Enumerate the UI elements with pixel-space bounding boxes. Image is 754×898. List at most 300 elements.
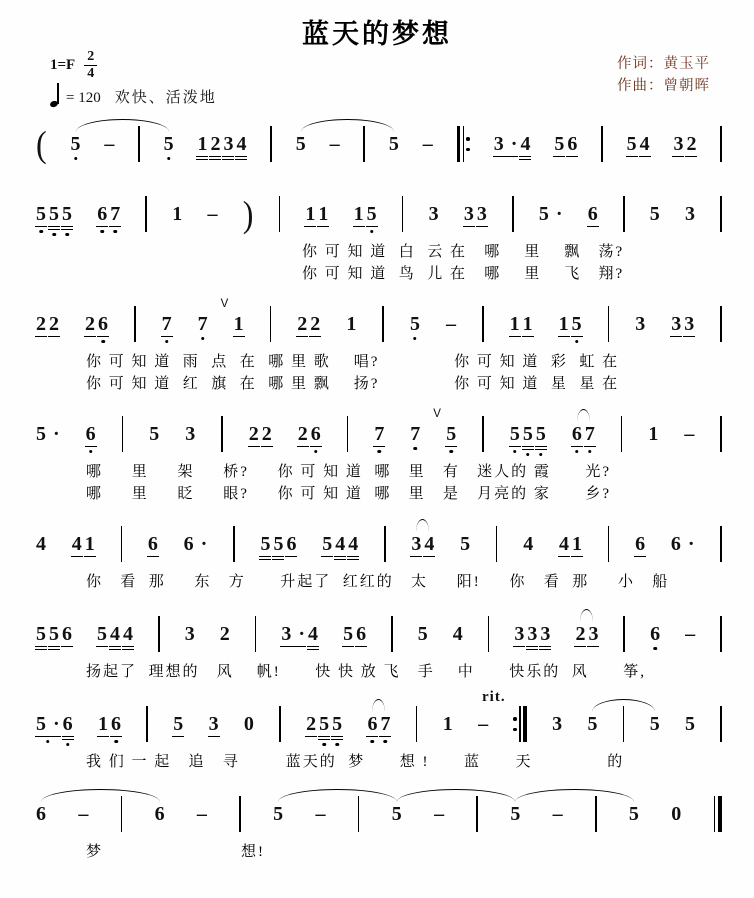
slur-arc xyxy=(416,519,429,533)
slur-arc xyxy=(580,609,593,623)
note: 6 xyxy=(98,314,108,334)
note-group xyxy=(149,424,159,444)
note-group xyxy=(650,204,660,224)
note: 7 xyxy=(198,314,208,334)
barline xyxy=(720,526,722,562)
note: 5 xyxy=(332,714,342,734)
note: 6 xyxy=(154,803,165,825)
music-system xyxy=(30,513,728,601)
note: 0 xyxy=(243,713,254,735)
augmentation-dot: · xyxy=(53,713,60,735)
note: 6 · xyxy=(183,533,208,555)
barline xyxy=(720,126,722,162)
note-group xyxy=(587,714,597,734)
note-group xyxy=(36,314,59,334)
note-group xyxy=(510,314,533,334)
note-group xyxy=(36,804,46,824)
note-group xyxy=(98,714,121,734)
note: 7 xyxy=(162,314,172,334)
barline xyxy=(255,616,257,652)
music-system xyxy=(30,113,728,179)
note: 5 xyxy=(649,713,660,735)
composer-credit: 作曲：曾朝晖 xyxy=(617,78,710,95)
note: 6 xyxy=(111,714,121,734)
barline xyxy=(347,416,349,452)
note-group xyxy=(36,204,72,224)
slur-arc xyxy=(577,409,590,423)
note: 4 xyxy=(559,533,569,555)
note-group xyxy=(650,624,660,644)
repeat-end-barline xyxy=(513,706,526,742)
note: – xyxy=(552,803,563,825)
barline xyxy=(402,196,404,232)
note: 3 xyxy=(411,533,422,555)
note-group xyxy=(510,424,546,444)
notes-line xyxy=(34,408,724,452)
note: 3 xyxy=(476,203,487,225)
lyric-line: 梦 想! xyxy=(86,844,265,860)
note: 4 xyxy=(110,624,120,644)
note-group xyxy=(322,534,358,554)
note: 5 · xyxy=(538,203,563,225)
note-group xyxy=(685,624,695,644)
lyric-line: 你 可 知 道 红 旗 在 哪 里 飘 扬? 你 可 知 道 星 星 在 xyxy=(86,376,620,392)
barline xyxy=(720,416,722,452)
note: 3 xyxy=(552,713,563,735)
augmentation-dot: · xyxy=(298,623,306,645)
note: 6 xyxy=(650,624,660,644)
note-group xyxy=(671,314,694,334)
note: 2 xyxy=(49,313,59,335)
note: 3 xyxy=(527,624,537,644)
note: 2 xyxy=(306,713,317,735)
note-group xyxy=(464,204,487,224)
slur-arc xyxy=(41,789,160,803)
meta-row xyxy=(0,49,754,111)
barline xyxy=(382,306,384,342)
note: 5 · xyxy=(36,714,60,734)
note-group xyxy=(429,204,439,224)
note-group xyxy=(184,534,208,554)
note-group xyxy=(36,624,72,644)
note: 2 xyxy=(248,423,259,445)
note: 6 · xyxy=(670,533,695,555)
barline xyxy=(270,126,272,162)
note: 5 xyxy=(273,803,284,825)
barline xyxy=(608,306,610,342)
note: 4 xyxy=(639,133,650,155)
lyric-line: 你 可 知 道 白 云 在 哪 里 飘 荡? xyxy=(302,244,625,260)
note-group xyxy=(173,714,183,734)
note-group xyxy=(330,134,340,154)
note: 7 xyxy=(110,204,120,224)
note-group xyxy=(172,204,182,224)
note-group xyxy=(305,204,328,224)
note-group xyxy=(478,714,488,734)
note-group xyxy=(97,624,133,644)
note-group xyxy=(36,534,46,554)
barline xyxy=(482,416,484,452)
repeat-begin-barline xyxy=(457,126,470,162)
note: – xyxy=(685,623,696,645)
barline xyxy=(233,526,235,562)
note: – xyxy=(422,133,433,155)
music-system xyxy=(30,183,728,293)
barline xyxy=(623,196,625,232)
note-group xyxy=(418,624,428,644)
note: 7 xyxy=(380,714,390,734)
lyric-line: 你 可 知 道 雨 点 在 哪 里 歌 唱? 你 可 知 道 彩 虹 在 xyxy=(86,354,620,370)
note: 0 xyxy=(671,803,682,825)
note: 6 xyxy=(36,803,46,825)
note-group xyxy=(104,134,114,154)
note: 5 xyxy=(554,133,565,155)
note: 6 xyxy=(286,533,297,555)
barline xyxy=(146,706,148,742)
rit-annotation: rit. xyxy=(482,689,506,705)
note: 5 xyxy=(97,623,108,645)
note: 3 · xyxy=(281,623,306,645)
note: 1 xyxy=(98,713,108,735)
note: 2 xyxy=(686,133,697,155)
note-group xyxy=(460,534,470,554)
final-barline xyxy=(714,796,722,832)
note-group xyxy=(650,714,660,734)
tempo-value: = 120 xyxy=(66,90,101,106)
note-group xyxy=(298,424,321,444)
note: – xyxy=(207,203,218,225)
notes-line xyxy=(34,616,724,652)
note: 5 xyxy=(367,204,377,224)
note: 5 xyxy=(587,713,598,735)
note: 4 xyxy=(308,624,318,644)
music-system xyxy=(30,293,728,403)
note-group xyxy=(220,298,244,335)
note: 1 xyxy=(509,313,520,335)
note: 5 xyxy=(460,533,471,555)
note-group xyxy=(671,804,681,824)
note: 2 xyxy=(85,313,96,335)
note: 6 xyxy=(635,533,646,555)
note-group xyxy=(281,624,318,644)
note: 1 xyxy=(172,203,183,225)
note: – xyxy=(445,313,456,335)
note: 5 xyxy=(626,133,637,155)
note: 7 xyxy=(410,424,420,444)
note: 2 xyxy=(310,313,321,335)
note: 5 xyxy=(391,803,402,825)
note: 5 xyxy=(36,204,46,224)
note: 2 xyxy=(575,623,586,645)
barline xyxy=(279,706,281,742)
slur-arc xyxy=(592,699,654,713)
note: 3 xyxy=(671,313,682,335)
note-group xyxy=(673,134,696,154)
note-group xyxy=(209,714,219,734)
note-group xyxy=(86,424,96,444)
breath-mark-icon: V xyxy=(220,298,229,310)
barline xyxy=(270,306,272,342)
note-group xyxy=(575,624,598,644)
barline xyxy=(623,616,625,652)
note-group xyxy=(367,714,390,734)
note-group xyxy=(627,134,650,154)
note-group xyxy=(36,424,60,444)
note: 5 xyxy=(260,534,270,554)
note-group xyxy=(220,624,230,644)
key-signature: 1=F xyxy=(50,56,76,73)
barline xyxy=(416,706,418,742)
note: 3 xyxy=(428,203,439,225)
note-group xyxy=(354,204,377,224)
note-group xyxy=(685,714,695,734)
notes-line xyxy=(34,526,724,562)
note: 5 xyxy=(71,134,81,154)
lyric-line: 你 看 那 东 方 升起了 红红的 太 阳! 你 看 那 小 船 xyxy=(86,574,670,590)
note: 1 xyxy=(318,203,329,225)
note-group xyxy=(296,134,306,154)
note-group xyxy=(554,134,577,154)
note-group xyxy=(410,314,420,334)
note: 2 xyxy=(261,423,272,445)
note: 5 xyxy=(572,314,582,334)
note-group xyxy=(155,804,165,824)
intro-paren: ) xyxy=(242,193,254,235)
note-group xyxy=(559,314,582,334)
score xyxy=(0,111,754,871)
time-denominator: 4 xyxy=(87,65,95,81)
barline xyxy=(608,526,610,562)
music-system xyxy=(30,603,728,691)
note-group xyxy=(197,804,207,824)
note: 3 xyxy=(588,623,599,645)
note: 5 xyxy=(685,713,696,735)
note-group xyxy=(553,804,563,824)
note: 3 xyxy=(463,203,474,225)
song-title: 蓝天的梦想 xyxy=(302,19,452,49)
lyric-line: 哪 里 架 桥? 你 可 知 道 哪 里 有 迷人的 霞 光? xyxy=(86,464,612,480)
barline xyxy=(621,416,623,452)
barline xyxy=(239,796,241,832)
note: 1 xyxy=(572,533,582,555)
note: 5 xyxy=(388,133,399,155)
note: 4 xyxy=(36,533,46,555)
note: 6 xyxy=(367,714,377,734)
time-numerator: 2 xyxy=(84,49,97,65)
note: – xyxy=(478,713,489,735)
note: 5 xyxy=(319,714,329,734)
note: 7 xyxy=(374,424,384,444)
barline xyxy=(512,196,514,232)
barline xyxy=(601,126,603,162)
note: – xyxy=(329,133,340,155)
note: 2 xyxy=(297,423,308,445)
augmentation-dot: · xyxy=(555,203,563,225)
barline xyxy=(391,616,393,652)
note: 5 xyxy=(628,803,639,825)
note-group xyxy=(635,314,645,334)
note: 5 xyxy=(322,533,333,555)
note-group xyxy=(72,534,95,554)
barline xyxy=(720,306,722,342)
note-group xyxy=(249,424,272,444)
note-group xyxy=(207,204,217,224)
expression-marking: 欢快、活泼地 xyxy=(114,90,217,106)
note: 3 xyxy=(514,623,525,645)
note: 1 xyxy=(648,423,659,445)
note: 3 xyxy=(635,313,646,335)
note-group xyxy=(260,534,296,554)
note-group xyxy=(559,534,582,554)
note-group xyxy=(411,534,434,554)
lyric-line: 哪 里 眨 眼? 你 可 知 道 哪 里 是 月亮的 家 乡? xyxy=(86,486,612,502)
credits-block xyxy=(617,53,710,98)
augmentation-dot: · xyxy=(53,423,60,445)
barline xyxy=(122,416,124,452)
note: 4 xyxy=(71,533,82,555)
slur-arc xyxy=(76,119,169,133)
note: 6 xyxy=(567,133,578,155)
note: 6 xyxy=(356,623,367,645)
breath-mark-icon: V xyxy=(433,408,441,420)
barline xyxy=(134,306,136,342)
note: 5 xyxy=(36,624,46,644)
note-group xyxy=(346,314,356,334)
note: 5 xyxy=(649,203,660,225)
barline xyxy=(488,616,490,652)
note: 3 xyxy=(208,713,219,735)
note: 1 xyxy=(558,313,569,335)
note: 3 xyxy=(223,134,233,154)
note: 4 xyxy=(452,623,463,645)
note: 4 xyxy=(123,624,133,644)
note-group xyxy=(588,204,598,224)
note: 3 xyxy=(540,624,550,644)
note-group xyxy=(510,804,520,824)
note: 3 xyxy=(184,623,195,645)
note: – xyxy=(78,803,89,825)
note: 1 xyxy=(84,533,95,555)
quarter-note-icon xyxy=(50,82,62,107)
note: 6 xyxy=(572,424,582,444)
note-group xyxy=(685,204,695,224)
note-group xyxy=(162,314,172,334)
note-group xyxy=(185,624,195,644)
note: 5 xyxy=(510,803,521,825)
note: 2 xyxy=(219,623,230,645)
note-group xyxy=(572,424,595,444)
note-group xyxy=(539,204,563,224)
barline xyxy=(121,526,123,562)
note-group xyxy=(148,534,158,554)
barline xyxy=(720,616,722,652)
note: 6 xyxy=(311,424,321,444)
note: 5 xyxy=(62,204,72,224)
note: 4 xyxy=(348,534,358,554)
lyricist-credit: 作词：黄玉平 xyxy=(617,56,710,72)
note-group xyxy=(684,424,694,444)
barline xyxy=(720,196,722,232)
note: 5 xyxy=(410,314,420,334)
barline xyxy=(496,526,498,562)
augmentation-dot: · xyxy=(687,533,695,555)
lyric-line: 扬起了 理想的 风 帆! 快 快 放 飞 手 中 快乐的 风 筝, xyxy=(86,664,646,680)
note: 5 V xyxy=(446,424,456,444)
lyric-line: 你 可 知 道 鸟 儿 在 哪 里 飞 翔? xyxy=(302,266,625,282)
note-group xyxy=(392,804,402,824)
augmentation-dot: · xyxy=(200,533,208,555)
note-group xyxy=(494,134,531,154)
note: – xyxy=(434,803,445,825)
intro-paren: ( xyxy=(36,123,47,165)
note: 1 xyxy=(305,203,316,225)
note-group xyxy=(198,314,208,334)
note-group xyxy=(244,714,254,734)
note-group xyxy=(85,314,108,334)
note-group xyxy=(78,804,88,824)
note: 5 xyxy=(273,534,283,554)
note-group xyxy=(434,804,444,824)
note: 5 xyxy=(49,624,59,644)
note: 3 xyxy=(685,203,696,225)
note-group xyxy=(446,314,456,334)
slur-arc xyxy=(515,789,634,803)
barline xyxy=(145,196,147,232)
slur-arc xyxy=(397,789,516,803)
slur-arc xyxy=(301,119,394,133)
note-group xyxy=(635,534,645,554)
note-group xyxy=(433,408,457,445)
note-group xyxy=(523,534,533,554)
note: 6 xyxy=(97,204,107,224)
note-group xyxy=(306,714,342,734)
augmentation-dot: · xyxy=(510,133,518,155)
note: 3 xyxy=(673,133,684,155)
barline xyxy=(279,196,281,232)
note-group xyxy=(343,624,366,644)
note-group xyxy=(374,424,384,444)
music-system xyxy=(30,689,728,781)
note: 1 xyxy=(522,313,533,335)
note: 3 xyxy=(684,313,695,335)
note-group xyxy=(410,424,420,444)
music-system xyxy=(30,403,728,513)
note: 1 xyxy=(346,313,357,335)
note: 3 xyxy=(185,423,196,445)
barline xyxy=(221,416,223,452)
note-group xyxy=(197,134,246,154)
note: 5 xyxy=(295,133,306,155)
note: 6 xyxy=(62,623,72,645)
barline xyxy=(720,706,722,742)
barline xyxy=(384,526,386,562)
notes-line xyxy=(34,193,724,235)
note-group xyxy=(552,714,562,734)
note: 5 xyxy=(417,623,428,645)
note-group xyxy=(648,424,658,444)
note: 5 xyxy=(536,424,546,444)
note: 5 xyxy=(510,424,520,444)
note-group xyxy=(273,804,283,824)
note: 4 xyxy=(335,534,345,554)
note: – xyxy=(684,423,695,445)
note: 3 · xyxy=(493,133,518,155)
note-group xyxy=(97,204,120,224)
note: 4 xyxy=(523,533,534,555)
time-signature xyxy=(84,49,97,81)
note-group xyxy=(164,134,174,154)
note: 1 V xyxy=(220,298,244,335)
